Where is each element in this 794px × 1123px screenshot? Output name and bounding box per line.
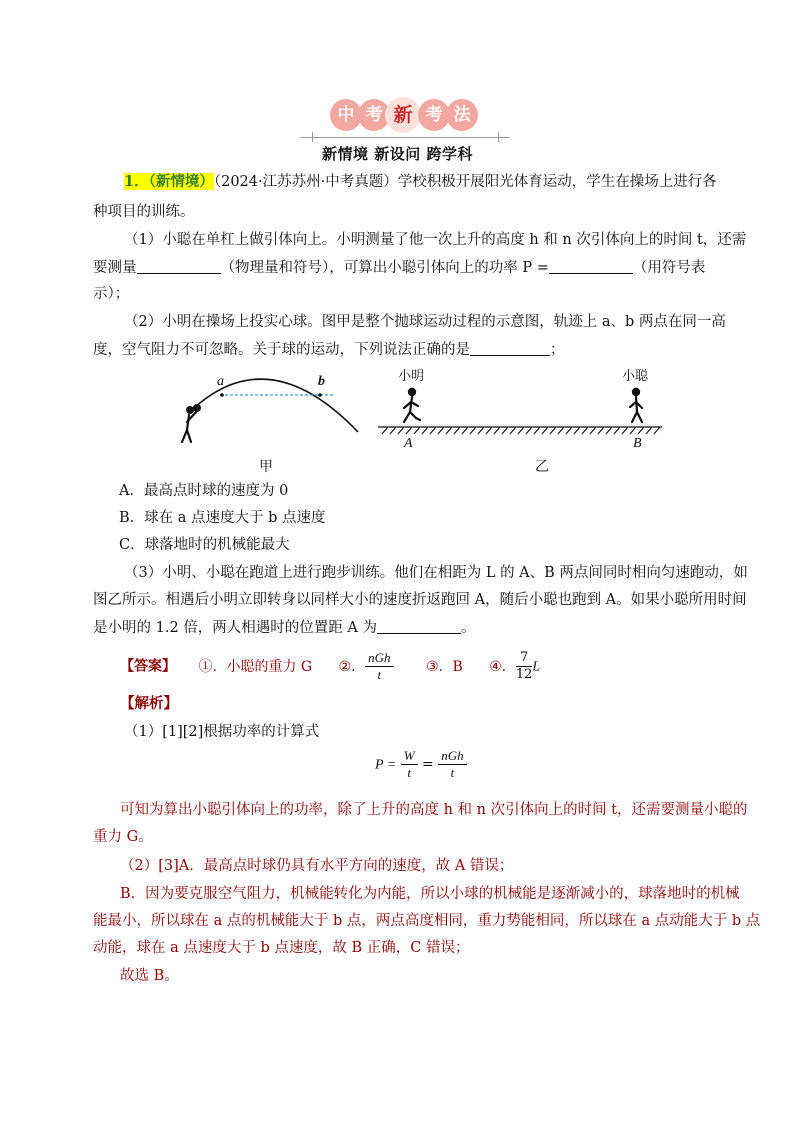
label-point-A: A	[404, 436, 413, 451]
part3-line2: 图乙所示。相遇后小明立即转身以同样大小的速度折返跑回 A，随后小聪也跑到 A。如果小聪所用时间	[93, 592, 747, 608]
analysis-step1: （1）[1][2]根据功率的计算式	[124, 724, 320, 740]
analysis-step2-line2: 重力 G。	[93, 829, 153, 845]
figure-jia	[182, 379, 358, 442]
header-rule	[300, 137, 510, 138]
blank-2[interactable]	[549, 257, 633, 274]
header-rule-tick-left	[312, 132, 313, 142]
part2-line2: 度，空气阻力不可忽略。关于球的运动，下列说法正确的是 ；	[93, 339, 565, 360]
answer-2-fraction: $\frac{\text{nGh}}{t}$	[365, 650, 393, 683]
part2-line1: （2）小明在操场上投实心球。图甲是整个抛球运动过程的示意图，轨迹上 a、b 两点在同一高	[124, 314, 726, 330]
runner-xiaocong	[630, 388, 642, 422]
ground-hatch	[382, 427, 660, 434]
analysis-step3: （2）[3]A．最高点时球仍具有水平方向的速度，故 A 错误；	[120, 858, 514, 874]
badge-char-5: 法	[446, 99, 478, 131]
answer-4-prefix: ④．	[489, 658, 516, 675]
badge-char-1: 中	[330, 99, 362, 131]
part1-line2: 要测量 （物理量和符号），可算出小聪引体向上的功率 P = （用符号表	[93, 257, 705, 278]
answer-2-prefix: ②．	[338, 658, 366, 675]
analysis-step4-line2: 能最小，所以球在 a 点的机械能大于 b 点，两点高度相同，重力势能相同，所以球在 a 点动能大于 b 点	[93, 913, 761, 929]
analysis-step2-line1: 可知为算出小聪引体向上的功率，除了上升的高度 h 和 n 次引体向上的时间 t，还需要测量小聪的	[120, 802, 748, 818]
answer-1: ①．小聪的重力 G	[198, 658, 313, 675]
header-badge	[330, 97, 480, 133]
power-formula: P = $\frac{W}{t}$ = $\frac{\text{nGh}}{t}$	[375, 748, 467, 781]
option-a: A．最高点时球的速度为 0	[119, 483, 289, 499]
answer-row: 【答案】 ①．小聪的重力 G ②． $\frac{\text{nGh}}{t}$ ③．B ④． $\frac{7}{12}$ L	[120, 650, 541, 682]
thrower-figure	[182, 404, 201, 442]
part3-line1: （3）小明、小聪在跑道上进行跑步训练。他们在相距为 L 的 A、B 两点间同时相向匀速跑动，如	[124, 565, 748, 581]
answer-label: 【答案】	[120, 658, 176, 675]
badge-char-4: 考	[418, 99, 450, 131]
question-intro-line1: 1．（新情境）（2024·江苏苏州·中考真题）学校积极开展阳光体育运动，学生在操场上进行各	[124, 173, 717, 190]
caption-yi: 乙	[535, 459, 549, 475]
label-xiaoming: 小明	[398, 369, 425, 384]
runner-xiaoming	[404, 388, 420, 422]
analysis-step5: 故选 B。	[120, 968, 179, 984]
point-a-dot	[220, 393, 224, 397]
question-intro-line2: 种项目的训练。	[93, 204, 195, 220]
badge-char-3: 新	[385, 97, 421, 133]
badge-char-2: 考	[358, 99, 390, 131]
label-xiaocong: 小聪	[622, 369, 649, 384]
part1-line1: （1）小聪在单杠上做引体向上。小明测量了他一次上升的高度 h 和 n 次引体向上的时间 t，还需	[124, 232, 747, 248]
question-number-tag: 1．（新情境）	[124, 173, 214, 190]
analysis-step4-line1: B．因为要克服空气阻力，机械能转化为内能，所以小球的机械能是逐渐减小的，球落地时的机械	[120, 886, 740, 902]
figure-yi	[378, 388, 662, 434]
label-b: b	[318, 374, 325, 389]
blank-1[interactable]	[137, 257, 221, 274]
caption-jia: 甲	[259, 459, 273, 475]
part1-line3: 示）；	[93, 286, 130, 302]
header-rule-tick-right	[498, 132, 499, 142]
analysis-label: 【解析】	[120, 695, 178, 712]
answer-4-fraction: $\frac{7}{12}$	[515, 650, 533, 682]
part3-line3: 是小明的 1.2 倍，两人相遇时的位置距 A 为 。	[93, 617, 475, 638]
label-a: a	[217, 374, 224, 389]
answer-3: ③．B	[425, 658, 463, 675]
blank-4[interactable]	[377, 617, 461, 634]
header-subtitle: 新情境 新设问 跨学科	[322, 145, 473, 163]
option-c: C．球落地时的机械能最大	[119, 537, 290, 553]
blank-3[interactable]	[470, 339, 550, 356]
point-b-dot	[318, 393, 322, 397]
option-b: B．球在 a 点速度大于 b 点速度	[119, 510, 326, 526]
analysis-step4-line3: 动能，球在 a 点速度大于 b 点速度，故 B 正确，C 错误；	[93, 940, 470, 956]
label-point-B: B	[633, 436, 642, 451]
